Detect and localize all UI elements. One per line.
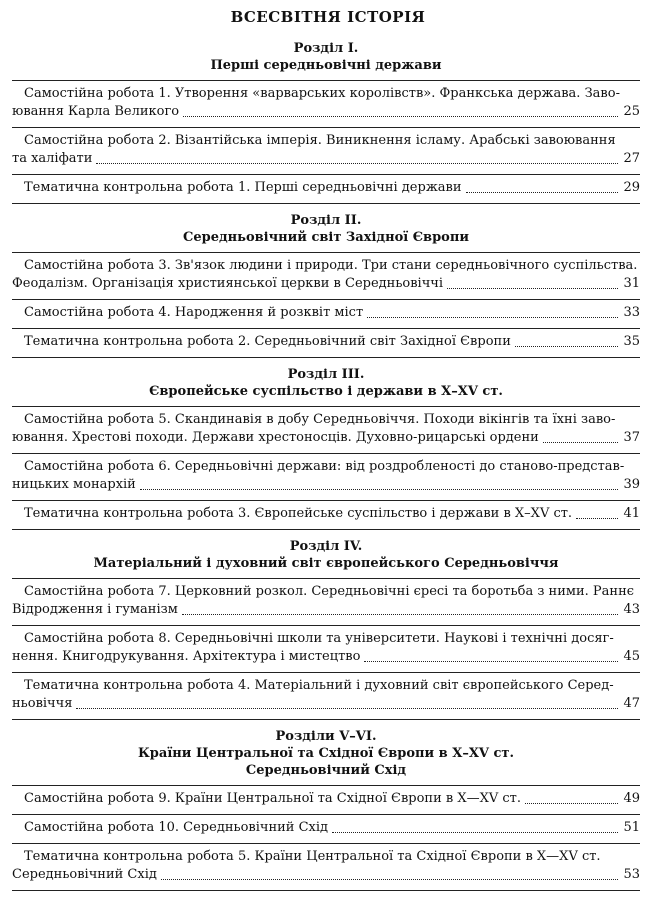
entry-text-line: Феодалізм. Організація християнської церкви в Середньовіччі — [12, 276, 444, 291]
toc-entry[interactable] — [12, 501, 640, 529]
toc-entry[interactable] — [12, 579, 640, 625]
entry-text-line: Самостійна робота 6. Середньовічні держави: від роздробленості до станово-представ- — [24, 459, 625, 474]
entry-text-line: Середньовічний Схід — [12, 867, 157, 882]
dot-leader — [76, 707, 618, 709]
toc-entry[interactable] — [12, 81, 640, 127]
toc-entry[interactable] — [12, 626, 640, 672]
page-number: 51 — [623, 820, 640, 835]
dot-leader — [525, 802, 618, 804]
dot-leader — [183, 115, 618, 117]
toc-section — [12, 538, 640, 728]
toc-entry[interactable] — [12, 329, 640, 357]
entry-text-line: Самостійна робота 8. Середньовічні школи та університети. Наукові і технічні досяг- — [24, 631, 614, 646]
entry-text-line: Самостійна робота 5. Скандинавія в добу Середньовіччя. Походи вікінгів та їхні заво- — [24, 412, 616, 427]
toc-entry[interactable] — [12, 454, 640, 500]
dot-leader — [161, 878, 618, 880]
page-number: 31 — [623, 276, 640, 291]
toc-entry[interactable] — [12, 253, 640, 299]
section-title: Перші середньовічні держави — [210, 58, 442, 73]
section-number: Розділ І. — [293, 41, 359, 56]
toc-section — [12, 728, 640, 899]
toc-entry[interactable] — [12, 673, 640, 719]
entry-text-line: ньовіччя — [12, 696, 73, 711]
entry-text-line: нення. Книгодрукування. Архітектура і мистецтво — [12, 649, 361, 664]
page-number: 47 — [623, 696, 640, 711]
dot-leader — [367, 316, 618, 318]
entry-text-line: Тематична контрольна робота 2. Середньовічний світ Західної Європи — [24, 334, 511, 349]
dot-leader — [543, 441, 618, 443]
toc-section — [12, 40, 640, 212]
entry-text-line: Тематична контрольна робота 5. Країни Центральної та Східної Європи в X—XV ст. — [24, 849, 601, 864]
dot-leader — [576, 517, 618, 519]
toc-entry[interactable] — [12, 815, 640, 843]
dot-leader — [466, 191, 618, 193]
page-number: 33 — [623, 305, 640, 320]
dot-leader — [447, 287, 618, 289]
toc-sections — [0, 40, 656, 899]
toc-entry[interactable] — [12, 407, 640, 453]
section-title: Матеріальний і духовний світ європейського Середньовіччя — [93, 556, 559, 571]
entry-text-line: Самостійна робота 7. Церковний розкол. Середньовічні єресі та боротьба з ними. Раннє — [24, 584, 635, 599]
toc-entry[interactable] — [12, 844, 640, 890]
dot-leader — [515, 345, 618, 347]
dot-leader — [364, 660, 618, 662]
toc-section — [12, 366, 640, 538]
entry-text-line: ювання. Хрестові походи. Держави хрестоносців. Духовно-рицарські ордени — [12, 430, 539, 445]
dot-leader — [332, 831, 618, 833]
entry-text-line: Відродження і гуманізм — [12, 602, 178, 617]
section-number: Розділи V–VI. — [275, 729, 377, 744]
entry-text-line: Тематична контрольна робота 3. Європейське суспільство і держави в X–XV ст. — [24, 506, 573, 521]
page-number: 37 — [623, 430, 640, 445]
entry-text-line: Самостійна робота 1. Утворення «варварських королівств». Франкська держава. Заво- — [24, 86, 620, 101]
section-number: Розділ ІІІ. — [287, 367, 365, 382]
entry-text-line: Самостійна робота 10. Середньовічний Схід — [24, 820, 329, 835]
page-number: 53 — [623, 867, 640, 882]
page-number: 45 — [623, 649, 640, 664]
entry-text-line: Самостійна робота 2. Візантійська імперія. Виникнення ісламу. Арабські завоювання — [24, 133, 616, 148]
section-title: Середньовічний світ Західної Європи — [182, 230, 470, 245]
toc-entry[interactable] — [12, 128, 640, 174]
entry-text-line: ницьких монархій — [12, 477, 136, 492]
entry-text-line: Тематична контрольна робота 4. Матеріальний і духовний світ європейського Серед- — [24, 678, 614, 693]
section-title: Країни Центральної та Східної Європи в X–XV ст. — [137, 746, 515, 761]
section-title: Європейське суспільство і держави в X–XV ст. — [149, 384, 503, 399]
page-number: 27 — [623, 151, 640, 166]
dot-leader — [140, 488, 618, 490]
page-number: 29 — [623, 180, 640, 195]
entry-text-line: Тематична контрольна робота 1. Перші середньовічні держави — [24, 180, 462, 195]
toc-entry[interactable] — [12, 300, 640, 328]
dot-leader — [182, 613, 618, 615]
page-number: 35 — [623, 334, 640, 349]
page-number: 39 — [623, 477, 640, 492]
section-number: Розділ ІІ. — [290, 213, 362, 228]
toc-entry[interactable] — [12, 786, 640, 814]
entry-text-line: Самостійна робота 4. Народження й розквіт міст — [24, 305, 364, 320]
section-title: Середньовічний Схід — [245, 763, 407, 778]
entry-text-line: Самостійна робота 3. Зв'язок людини і природи. Три стани середньовічного суспільства. — [24, 258, 638, 273]
page-number: 41 — [623, 506, 640, 521]
page-number: 25 — [623, 104, 640, 119]
document-title: ВСЕСВІТНЯ ІСТОРІЯ — [230, 8, 426, 26]
toc-entry[interactable] — [12, 175, 640, 203]
page-number: 49 — [623, 791, 640, 806]
toc-section — [12, 212, 640, 366]
entry-text-line: Самостійна робота 9. Країни Центральної та Східної Європи в X—XV ст. — [24, 791, 521, 806]
section-number: Розділ IV. — [289, 539, 363, 554]
entry-text-line: та халіфати — [12, 151, 93, 166]
page-number: 43 — [623, 602, 640, 617]
entry-text-line: ювання Карла Великого — [12, 104, 180, 119]
dot-leader — [96, 162, 618, 164]
